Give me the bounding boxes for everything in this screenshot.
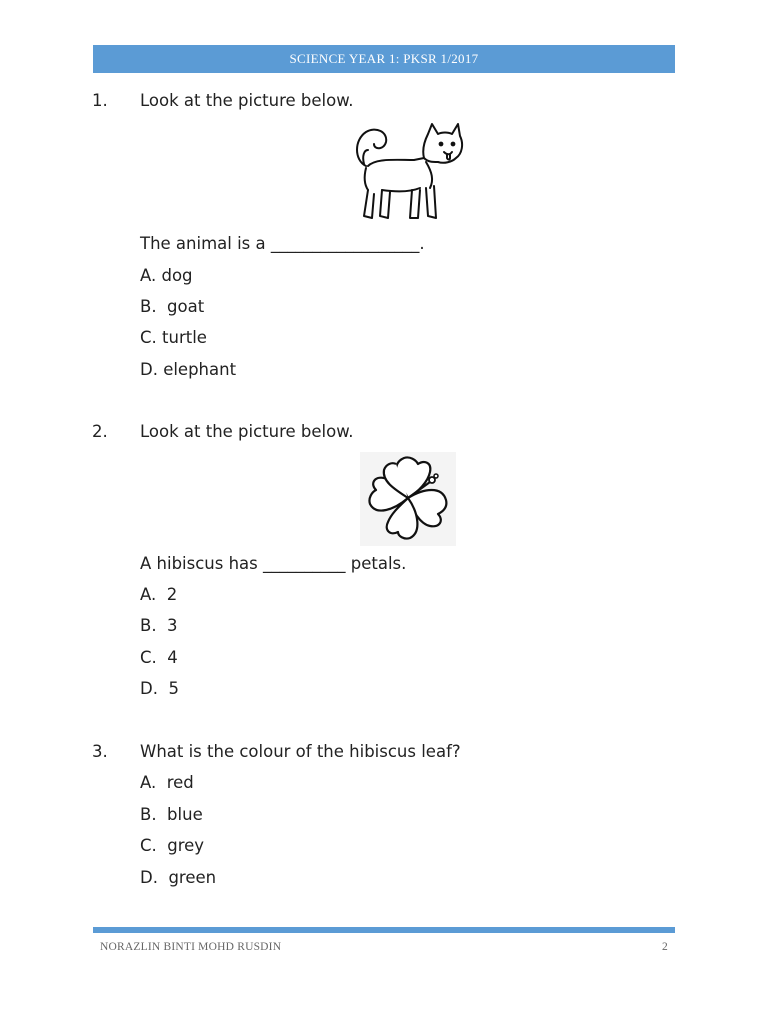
footer-divider xyxy=(93,927,675,933)
option-a: A. red xyxy=(140,773,194,792)
option-a: A. 2 xyxy=(140,585,178,604)
option-d: D. green xyxy=(140,868,217,887)
option-c: C. grey xyxy=(140,836,205,855)
option-c: C. turtle xyxy=(140,328,207,347)
question-statement: A hibiscus has __________ petals. xyxy=(140,554,407,573)
footer-author: NORAZLIN BINTI MOHD RUSDIN xyxy=(100,941,282,953)
page-header-bar xyxy=(93,45,675,73)
question-prompt: What is the colour of the hibiscus leaf? xyxy=(140,742,461,761)
page-number: 2 xyxy=(662,941,668,953)
header-title: SCIENCE YEAR 1: PKSR 1/2017 xyxy=(289,51,479,66)
question-number: 1. xyxy=(92,91,108,110)
question-prompt: Look at the picture below. xyxy=(140,91,354,110)
question-number: 3. xyxy=(92,742,108,761)
option-d: D. elephant xyxy=(140,360,237,379)
hibiscus-icon xyxy=(360,452,456,546)
option-c: C. 4 xyxy=(140,648,178,667)
question-prompt: Look at the picture below. xyxy=(140,422,354,441)
option-b: B. blue xyxy=(140,805,203,824)
dog-icon xyxy=(352,120,464,228)
option-b: B. 3 xyxy=(140,616,178,635)
question-statement: The animal is a __________________. xyxy=(140,234,425,253)
question-number: 2. xyxy=(92,422,108,441)
option-a: A. dog xyxy=(140,266,193,285)
option-d: D. 5 xyxy=(140,679,179,698)
option-b: B. goat xyxy=(140,297,205,316)
